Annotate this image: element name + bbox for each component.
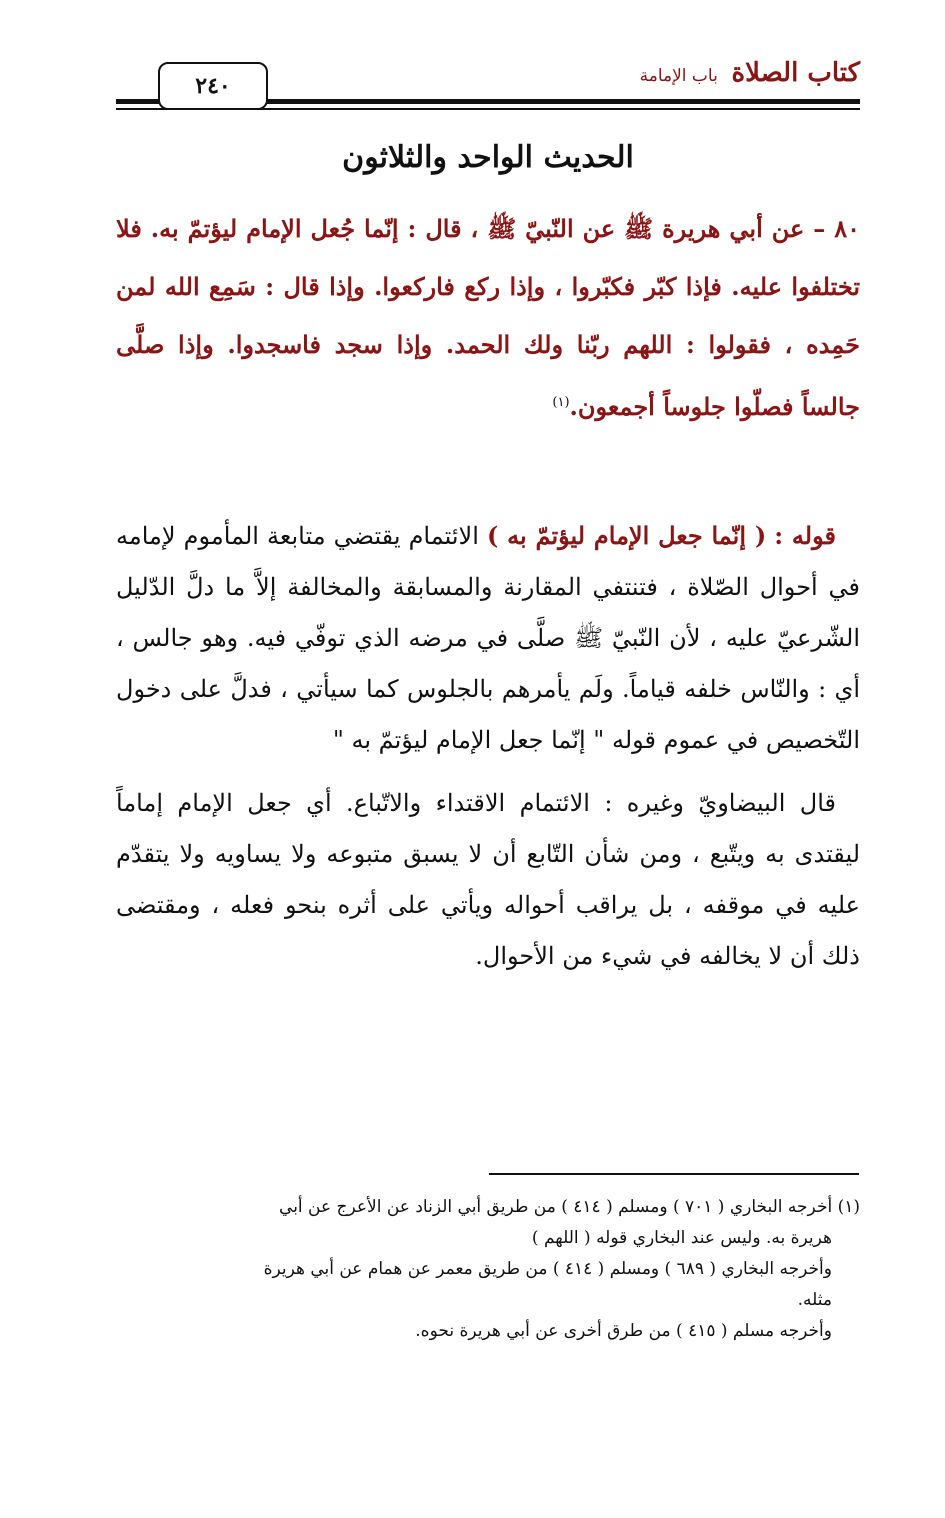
footnote-reference: (١) [552,395,570,410]
commentary-paragraph-1 [116,510,860,766]
commentary-text: الائتمام يقتضي متابعة المأموم لإمامه في أحوال الصّلاة ، فتنتفي المقارنة والمسابقة والمخالفة إلاَّ ما دلَّ الدّليل الشّرعيّ عليه ، لأن النّبيّ ﷺ صلَّى في مرضه الذي توفّي فيه. وهو جالس ، أي : والنّاس خلفه قياماً. ولَم يأمرهم بالجلوس كما سيأتي ، فدلَّ على دخول التّخصيص في عموم قوله " إنّما جعل الإمام ليؤتمّ به " [116,522,860,754]
footnotes [116,1192,860,1347]
footnote-1-line: (١) أخرجه البخاري ( ٧٠١ ) ومسلم ( ٤١٤ ) من طريق أبي الزناد عن الأعرج عن أبي [279,1197,860,1217]
commentary-intro: قوله : [774,521,836,550]
running-title [640,58,860,88]
footnote-2-line: وأخرجه البخاري ( ٦٨٩ ) ومسلم ( ٤١٤ ) من طريق معمر عن همام عن أبي هريرة [263,1259,832,1279]
page-number: ٢٤٠ [158,62,268,110]
book-title: كتاب الصلاة [731,58,860,88]
chapter-title: باب الإمامة [639,66,718,86]
hadith-body: ٨٠ – عن أبي هريرة ﷺ عن النّبيّ ﷺ ، قال : إنّما جُعل الإمام ليؤتمّ به. فلا تختلفوا عليه. فإذا كبّر فكبّروا ، وإذا ركع فاركعوا. وإذا قال : سَمِع الله لمن حَمِده ، فقولوا : اللهم ربّنا ولك الحمد. وإذا سجد فاسجدوا. وإذا صلَّى جالساً فصلّوا جلوساً أجمعون. [116,214,860,421]
footnote-1-continuation: هريرة به. وليس عند البخاري قوله ( اللهم ) [531,1228,832,1248]
footnote-3-line: وأخرجه مسلم ( ٤١٥ ) من طرق أخرى عن أبي هريرة نحوه. [415,1321,832,1341]
page-header [116,52,860,112]
commentary-paragraph-2: قال البيضاويّ وغيره : الائتمام الاقتداء والاتّباع. أي جعل الإمام إماماً ليقتدى به ويتّبع ، ومن شأن التّابع أن لا يسبق متبوعه ولا يساويه ولا يتقدّم عليه في موقفه ، بل يراقب أحواله ويأتي على أثره بنحو فعله ، ومقتضى ذلك أن لا يخالفه في شيء من الأحوال. [116,789,860,970]
hadith-text [116,200,860,436]
commentary-quote: ( إنّما جعل الإمام ليؤتمّ به ) [486,521,767,550]
commentary [116,510,860,994]
footnote-2-continuation: مثله. [797,1290,832,1310]
footnote-separator [489,1173,859,1175]
hadith-heading: الحديث الواحد والثلاثون [342,140,634,175]
